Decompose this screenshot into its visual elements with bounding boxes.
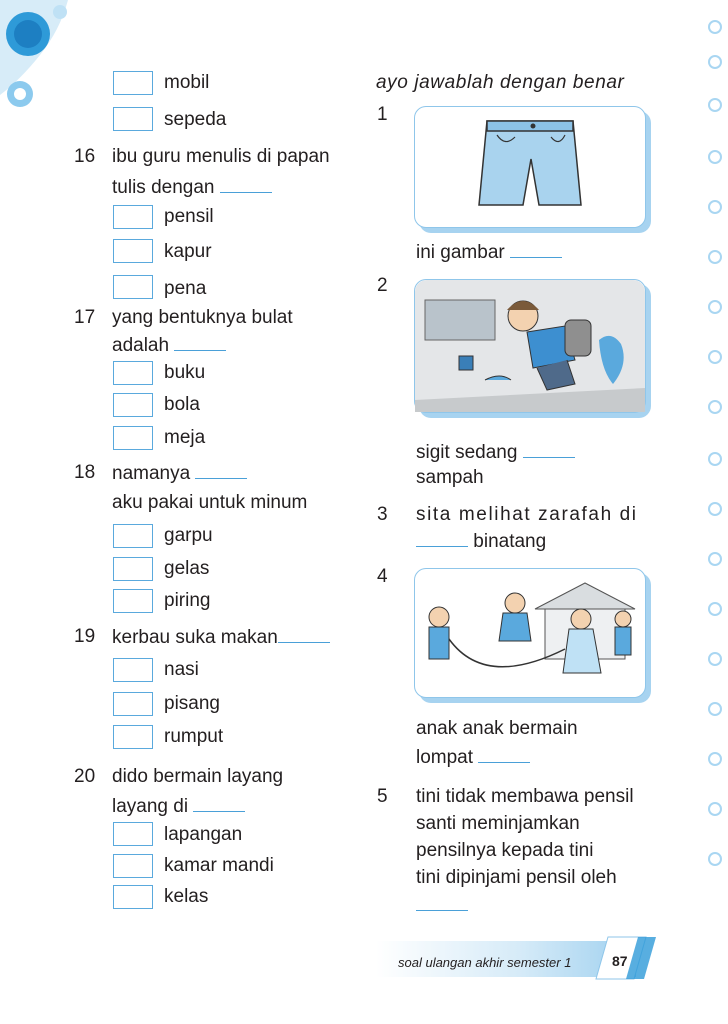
question-text: ibu guru menulis di papan bbox=[112, 146, 330, 167]
checkbox-kapur[interactable] bbox=[113, 239, 153, 263]
question-text: layang di bbox=[112, 795, 245, 818]
item-number: 3 bbox=[377, 504, 388, 525]
item-text: pensilnya kepada tini bbox=[416, 840, 594, 861]
option-label: rumput bbox=[164, 726, 224, 747]
item-number: 5 bbox=[377, 786, 388, 807]
answer-blank[interactable] bbox=[478, 746, 530, 763]
checkbox-pena[interactable] bbox=[113, 275, 153, 299]
children-illustration bbox=[415, 569, 645, 697]
answer-blank[interactable] bbox=[174, 334, 226, 351]
checkbox-pisang[interactable] bbox=[113, 692, 153, 716]
question-text: adalah bbox=[112, 334, 226, 357]
option-label: kapur bbox=[164, 241, 212, 262]
question-number: 16 bbox=[74, 146, 96, 167]
item-text bbox=[416, 894, 468, 917]
option-label: pisang bbox=[164, 693, 220, 714]
shorts-illustration bbox=[415, 107, 645, 227]
checkbox-kelas[interactable] bbox=[113, 885, 153, 909]
checkbox-sepeda[interactable] bbox=[113, 107, 153, 131]
picture-frame-boy-picking-trash bbox=[414, 279, 646, 413]
answer-blank[interactable] bbox=[220, 176, 272, 193]
item-text: tini tidak membawa pensil bbox=[416, 786, 634, 807]
question-number: 20 bbox=[74, 766, 96, 787]
answer-blank[interactable] bbox=[523, 441, 575, 458]
option-label: bola bbox=[164, 394, 200, 415]
question-text: aku pakai untuk minum bbox=[112, 492, 308, 513]
item-number: 4 bbox=[377, 566, 388, 587]
answer-blank[interactable] bbox=[510, 241, 562, 258]
question-number: 17 bbox=[74, 307, 96, 328]
question-text: dido bermain layang bbox=[112, 766, 284, 787]
option-label: lapangan bbox=[164, 824, 243, 845]
item-text: sita melihat zarafah di bbox=[416, 504, 638, 525]
item-number: 2 bbox=[377, 275, 388, 296]
option-label: sepeda bbox=[164, 109, 227, 130]
question-text: tulis dengan bbox=[112, 176, 272, 199]
option-label: pena bbox=[164, 278, 207, 299]
item-text: santi meminjamkan bbox=[416, 813, 580, 834]
checkbox-gelas[interactable] bbox=[113, 557, 153, 581]
item-text: ini gambar bbox=[416, 241, 562, 264]
answer-blank[interactable] bbox=[193, 795, 245, 812]
option-label: pensil bbox=[164, 206, 214, 227]
option-label: mobil bbox=[164, 72, 210, 93]
answer-blank[interactable] bbox=[278, 626, 330, 643]
answer-blank[interactable] bbox=[416, 530, 468, 547]
checkbox-lapangan[interactable] bbox=[113, 822, 153, 846]
option-label: kamar mandi bbox=[164, 855, 274, 876]
picture-frame-shorts bbox=[414, 106, 646, 228]
checkbox-garpu[interactable] bbox=[113, 524, 153, 548]
option-label: meja bbox=[164, 427, 206, 448]
question-text: namanya bbox=[112, 462, 247, 485]
picture-frame-children-jump-rope bbox=[414, 568, 646, 698]
checkbox-piring[interactable] bbox=[113, 589, 153, 613]
option-label: kelas bbox=[164, 886, 209, 907]
checkbox-buku[interactable] bbox=[113, 361, 153, 385]
boy-illustration bbox=[415, 280, 645, 412]
checkbox-bola[interactable] bbox=[113, 393, 153, 417]
question-number: 19 bbox=[74, 626, 96, 647]
question-text: kerbau suka makan bbox=[112, 626, 330, 649]
corner-decoration bbox=[0, 0, 75, 140]
question-text: yang bentuknya bulat bbox=[112, 307, 293, 328]
item-text: anak anak bermain bbox=[416, 718, 578, 739]
page-number: 87 bbox=[612, 953, 628, 969]
option-label: buku bbox=[164, 362, 206, 383]
item-text: tini dipinjami pensil oleh bbox=[416, 867, 617, 888]
item-text: lompat bbox=[416, 746, 530, 769]
answer-blank[interactable] bbox=[416, 894, 468, 911]
checkbox-kamar-mandi[interactable] bbox=[113, 854, 153, 878]
answer-blank[interactable] bbox=[195, 462, 247, 479]
question-number: 18 bbox=[74, 462, 96, 483]
item-text: sampah bbox=[416, 467, 484, 488]
checkbox-pensil[interactable] bbox=[113, 205, 153, 229]
option-label: nasi bbox=[164, 659, 199, 680]
item-text: binatang bbox=[416, 530, 546, 553]
footer-label: soal ulangan akhir semester 1 bbox=[398, 955, 572, 970]
checkbox-mobil[interactable] bbox=[113, 71, 153, 95]
checkbox-rumput[interactable] bbox=[113, 725, 153, 749]
option-label: garpu bbox=[164, 525, 213, 546]
item-number: 1 bbox=[377, 104, 388, 125]
option-label: gelas bbox=[164, 558, 210, 579]
checkbox-nasi[interactable] bbox=[113, 658, 153, 682]
instruction: ayo jawablah dengan benar bbox=[376, 72, 625, 93]
checkbox-meja[interactable] bbox=[113, 426, 153, 450]
option-label: piring bbox=[164, 590, 211, 611]
item-text: sigit sedang bbox=[416, 441, 575, 464]
